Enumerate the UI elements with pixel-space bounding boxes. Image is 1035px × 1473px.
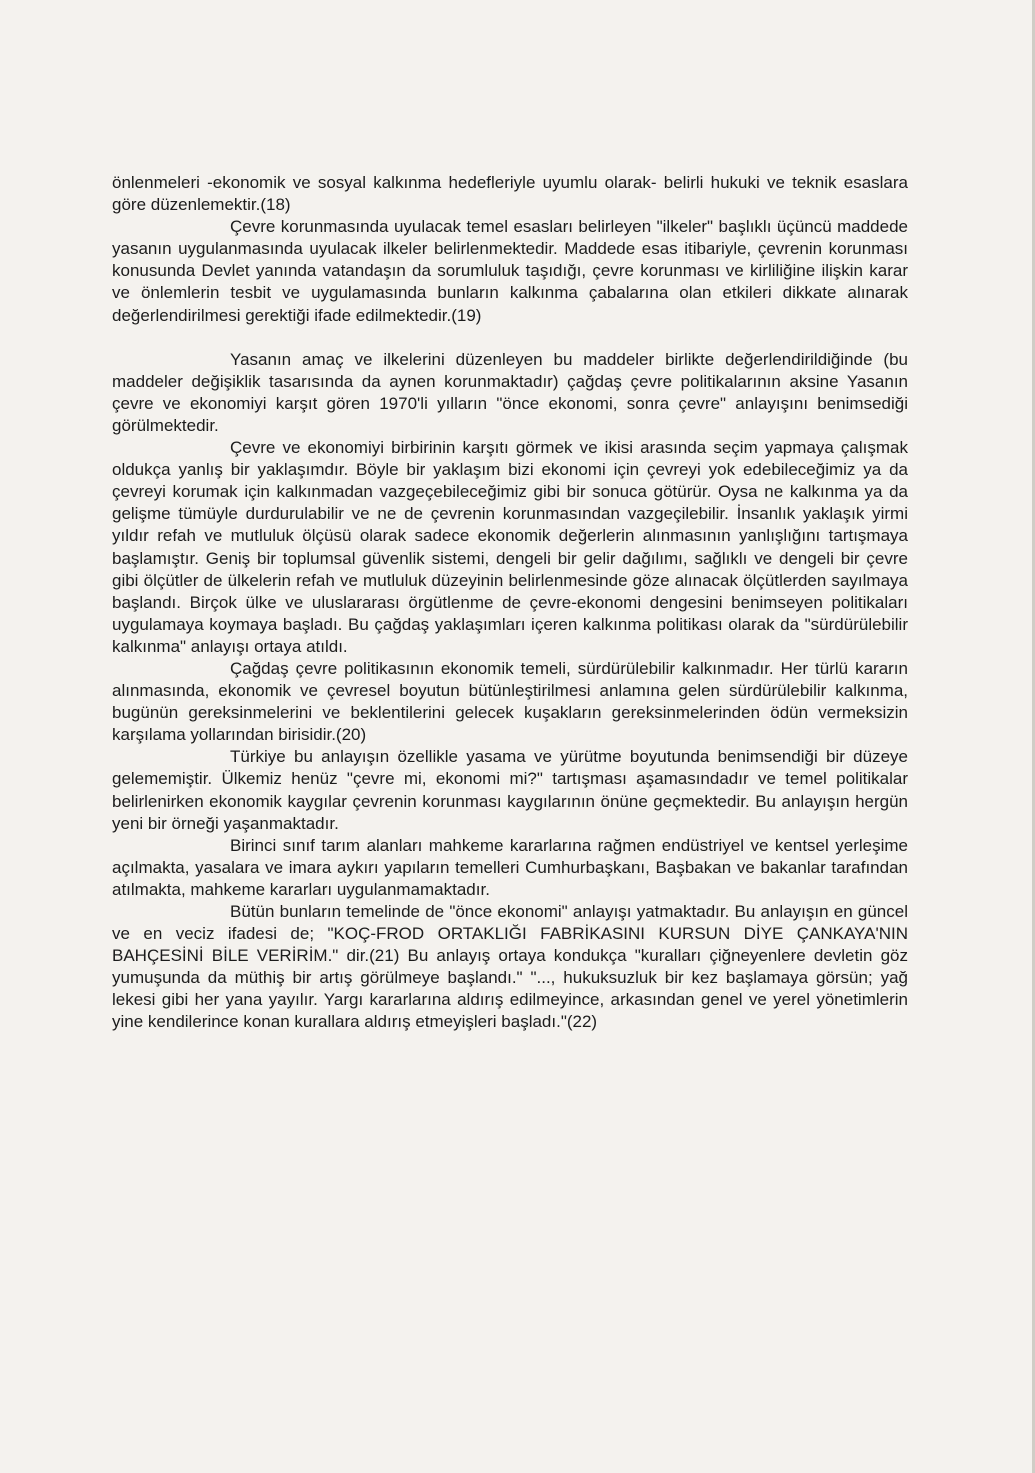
paragraph-2: Çevre korunmasında uyulacak temel esasları belirleyen "ilkeler" başlıklı üçüncü maddede yasanın uygulanmasında uyulacak ilkeler belirlenmektedir. Maddede esas itibariyle, çevrenin korunması konusunda Devlet yanında vatandaşın da sorumluluk taşıdığı, çevre korunması ve kirliliğine ilişkin karar ve önlemlerin tesbit ve uygulamasında bunların kalkınma çabalarına olan etkileri dikkate alınarak değerlendirilmesi gerektiği ifade edilmektedir.(19) — [112, 217, 908, 325]
paragraph-7: Birinci sınıf tarım alanları mahkeme kararlarına rağmen endüstriyel ve kentsel yerleşime açılmakta, yasalara ve imara aykırı yapıların temelleri Cumhurbaşkanı, Başbakan ve bakanlar tarafından atılmakta, mahkeme kararları uygulanmamaktadır. — [112, 835, 908, 899]
paragraph-6: Türkiye bu anlayışın özellikle yasama ve yürütme boyutunda benimsendiği bir düzeye gelememiştir. Ülkemiz henüz "çevre mi, ekonomi mi?" tartışması aşamasındadır ve temel politikalar belirlenirken ekonomik kaygılar çevrenin korunması kaygılarının önüne geçmektedir. Bu anlayışın hergün yeni bir örneği yaşanmaktadır. — [112, 747, 908, 833]
paragraph-4: Çevre ve ekonomiyi birbirinin karşıtı görmek ve ikisi arasında seçim yapmaya çalışmak oldukça yanlış bir yaklaşımdır. Böyle bir yaklaşım bizi ekonomi için çevreyi yok edebileceğimiz ya da çevreyi korumak için kalkınmadan vazgeçebileceğimiz gibi bir sonuca götürür. Oysa ne kalkınma ya da gelişme tümüyle durdurulabilir ve ne de çevrenin korunmasından vazgeçilebilir. İnsanlık yaklaşık yirmi yıldır refah ve mutluluk ölçüsü olarak sadece ekonomik değerlerin alınmasının yanlışlığını tartışmaya başlamıştır. Geniş bir toplumsal güvenlik sistemi, dengeli bir gelir dağılımı, sağlıklı ve dengeli bir çevre gibi ölçütler de ülkelerin refah ve mutluluk düzeyinin belirlenmesinde göze alınacak ölçütlerden sayılmaya başlandı. Birçok ülke ve uluslararası örgütlenme de çevre-ekonomi dengesini benimseyen politikaları uygulamaya koymaya başladı. Bu çağdaş yaklaşımları içeren kalkınma politikası olarak da "sürdürülebilir kalkınma" anlayışı ortaya atıldı. — [112, 438, 908, 656]
paragraph-3: Yasanın amaç ve ilkelerini düzenleyen bu maddeler birlikte değerlendirildiğinde (bu maddeler değişiklik tasarısında da aynen korunmaktadır) çağdaş çevre politikalarının aksine Yasanın çevre ve ekonomiyi karşıt gören 1970'li yılların "önce ekonomi, sonra çevre" anlayışını benimsediği görülmektedir. — [112, 349, 908, 435]
paragraph-8: Bütün bunların temelinde de "önce ekonomi" anlayışı yatmaktadır. Bu anlayışın en güncel ve en veciz ifadesi de; "KOÇ-FROD ORTAKLIĞI FABRİKASINI KURSUN DİYE ÇANKAYA'NIN BAHÇESİNİ BİLE VERİRİM." dir.(21) Bu anlayış ortaya kondukça "kuralları çiğneyenlere devletin göz yumuşunda da müthiş bir artış görülmeye başlandı." "..., hukuksuzluk bir kez başlamaya görsün; yağ lekesi gibi her yana yayılır. Yargı kararlarına aldırış edilmeyince, arkasından genel ve yerel yönetimlerin yine kendilerince konan kurallara aldırış etmeyişleri başladı."(22) — [112, 902, 908, 1032]
paragraph-1: önlenmeleri -ekonomik ve sosyal kalkınma hedefleriyle uyumlu olarak- belirli hukuki ve teknik esaslara göre düzenlemektir.(18) — [112, 173, 908, 215]
document-body — [112, 172, 908, 1034]
paragraph-5: Çağdaş çevre politikasının ekonomik temeli, sürdürülebilir kalkınmadır. Her türlü kararın alınmasında, ekonomik ve çevresel boyutun bütünleştirilmesi anlamına gelen sürdürülebilir kalkınma, bugünün gereksinmelerini ve beklentilerini gelecek kuşakların gereksinmelerinden ödün vermeksizin karşılama yollarından birisidir.(20) — [112, 658, 908, 745]
